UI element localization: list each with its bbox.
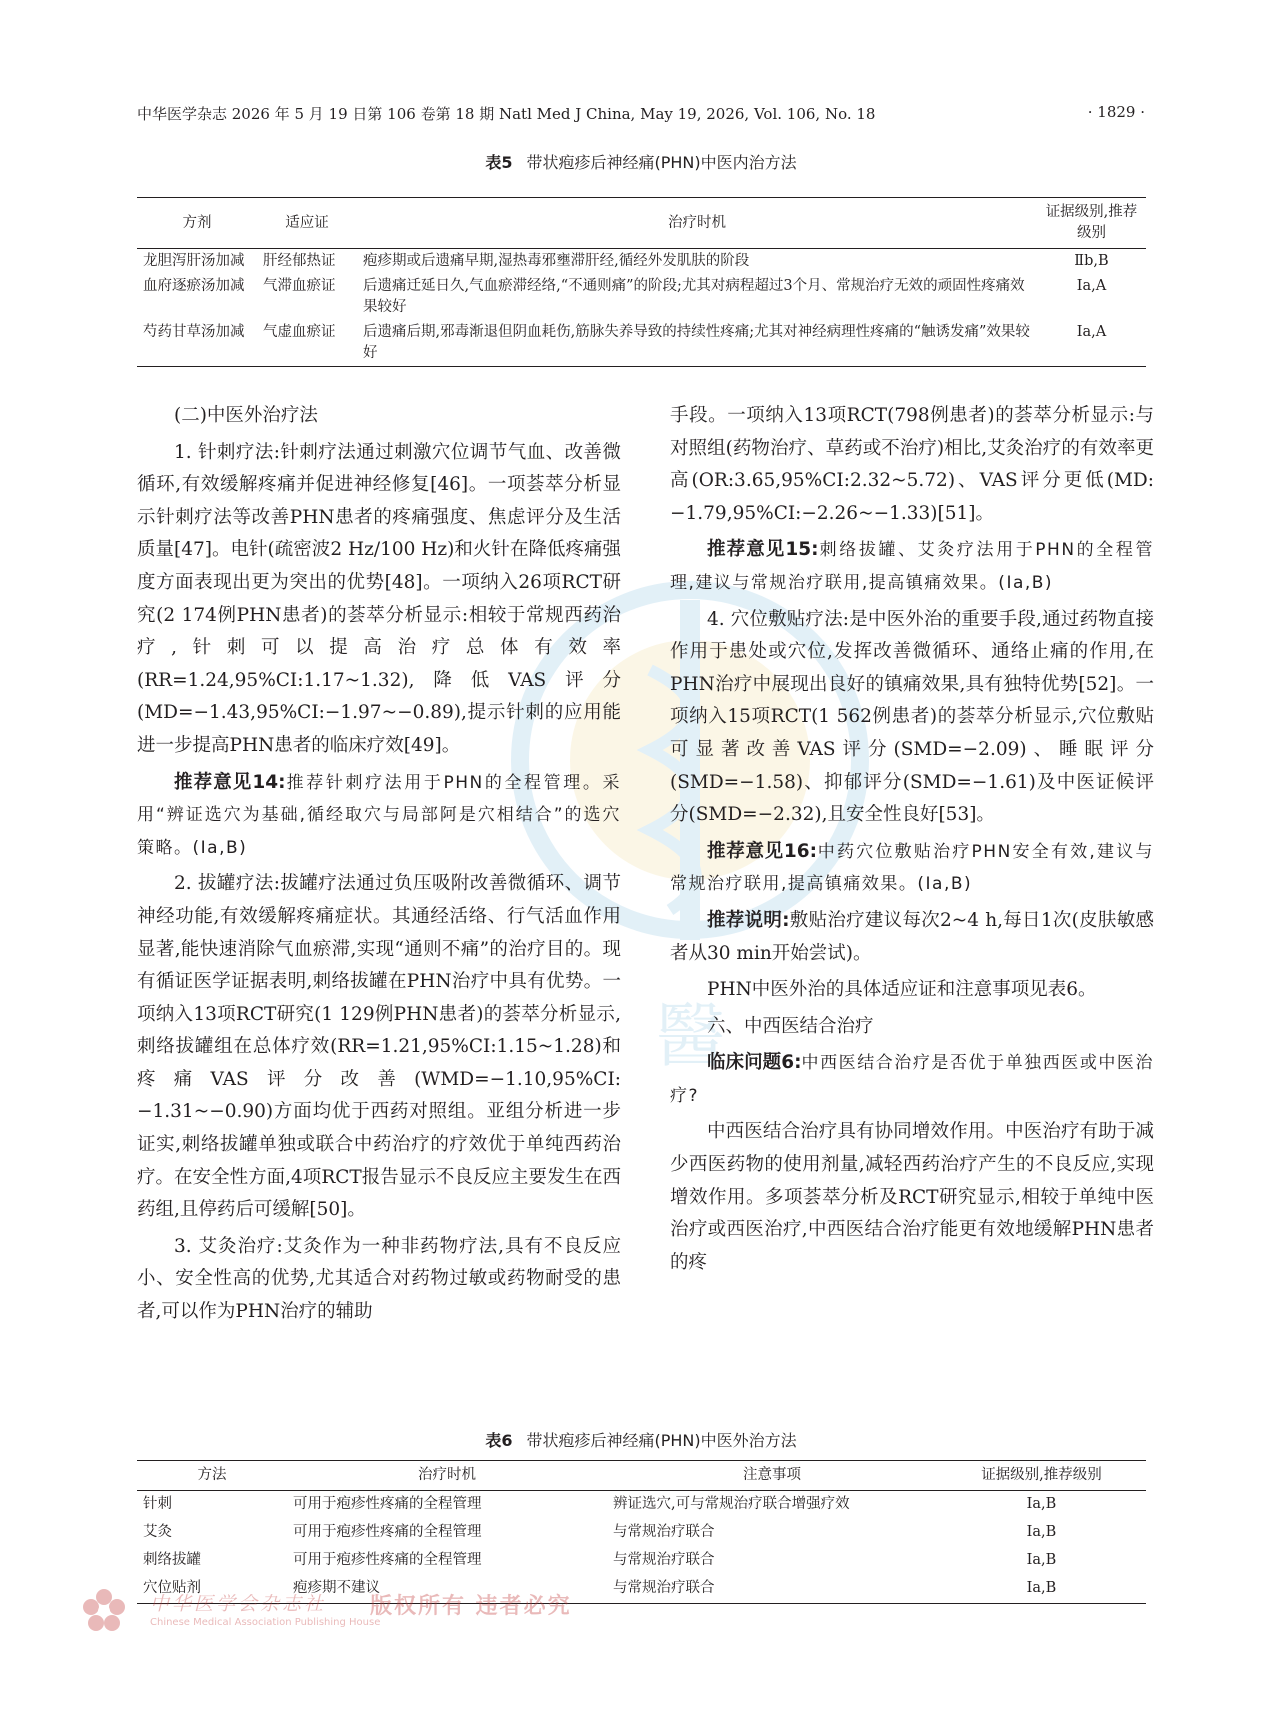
table6-header-row	[137, 1461, 1146, 1491]
table6-header: 注意事项	[743, 1467, 801, 1483]
table-row	[137, 1519, 1146, 1547]
paragraph-integrated: 中西医结合治疗具有协同增效作用。中医治疗有助于减少西医药物的使用剂量,减轻西药治疗产生的不良反应,实现增效作用。多项荟萃分析及RCT研究显示,相较于单纯中医治疗或西医治疗,中西医结合治疗能更有效地缓解PHN患者的疼	[670, 1121, 1154, 1273]
paragraph-acupoint: 4. 穴位敷贴疗法:是中医外治的重要手段,通过药物直接作用于患处或穴位,发挥改善微循环、通络止痛的作用,在PHN治疗中展现出良好的镇痛效果,具有独特优势[52]。一项纳入15项RCT(1 562例患者)的荟萃分析显示,穴位敷贴可显著改善VAS评分(SMD=−2.09)、睡眠评分(SMD=−1.58)、抑郁评分(SMD=−1.61)及中医证候评分(SMD=−2.32),且安全性良好[53]。	[670, 608, 1154, 826]
recommendation-note	[670, 905, 1154, 970]
rec-label: 推荐意见14:	[174, 771, 286, 793]
table-cell: 气虚血瘀证	[263, 324, 336, 340]
table-cell: 与常规治疗联合	[613, 1524, 715, 1540]
table6-title: 带状疱疹后神经痛(PHN)中医外治方法	[526, 1431, 797, 1450]
table5-caption	[137, 150, 1145, 173]
paragraph-see-table6: PHN中医外治的具体适应证和注意事项见表6。	[707, 979, 1097, 1001]
note-label: 推荐说明:	[707, 909, 790, 931]
recommendation-14	[137, 767, 621, 865]
publisher-name: 中华医学会杂志社	[150, 1593, 327, 1615]
table-row	[137, 1547, 1146, 1575]
paragraph-cupping: 2. 拔罐疗法:拔罐疗法通过负压吸附改善微循环、调节神经功能,有效缓解疼痛症状。其通经活络、行气活血作用显著,能快速消除气血瘀滞,实现“通则不痛”的治疗目的。现有循证医学证据表明,刺络拔罐在PHN治疗中具有优势。一项纳入13项RCT研究(1 129例PHN患者)的荟萃分析显示,刺络拔罐组在总体疗效(RR=1.21,95%CI:1.15~1.28)和疼痛VAS评分改善(WMD=−1.10,95%CI:−1.31~−0.90)方面均优于西药对照组。亚组分析进一步证实,刺络拔罐单独或联合中药治疗的疗效优于单纯西药治疗。在安全性方面,4项RCT报告显示不良反应主要发生在西药组,且停药后可缓解[50]。	[137, 873, 621, 1221]
table-cell: Ⅰa,A	[1076, 278, 1107, 294]
table-cell: 疱疹期不建议	[293, 1580, 380, 1596]
right-column	[670, 400, 1154, 1279]
recommendation-16	[670, 836, 1154, 901]
question-label: 临床问题6:	[707, 1052, 802, 1074]
running-header	[137, 103, 1145, 129]
note-text: 敷贴治疗建议每次2~4 h,每日1次(皮肤敏感者从30 min开始尝试)。	[670, 909, 1154, 964]
table-cell: 可用于疱疹性疼痛的全程管理	[293, 1496, 482, 1512]
table5-header: 证据级别,推荐级别	[1045, 204, 1138, 241]
table-cell: 后遗痛迁延日久,气血瘀滞经络,“不通则痛”的阶段;尤其对病程超过3个月、常规治疗无效的顽固性疼痛效果较好	[363, 278, 1025, 315]
table-cell: 穴位贴剂	[143, 1580, 201, 1596]
table-cell: 针刺	[143, 1496, 172, 1512]
question-text: 中西医结合治疗是否优于单独西医或中医治疗?	[670, 1053, 1154, 1106]
table-cell: Ⅱb,B	[1074, 253, 1109, 269]
table6-header: 证据级别,推荐级别	[981, 1467, 1102, 1483]
table-cell: 血府逐瘀汤加减	[143, 278, 245, 294]
paragraph-moxibustion: 3. 艾灸治疗:艾灸作为一种非药物疗法,具有不良反应小、安全性高的优势,尤其适合对药物过敏或药物耐受的患者,可以作为PHN治疗的辅助	[137, 1235, 621, 1323]
table6-header: 治疗时机	[418, 1467, 476, 1483]
table5-header-row	[137, 198, 1146, 249]
recommendation-15	[670, 534, 1154, 599]
page-number: · 1829 ·	[1087, 103, 1145, 121]
publisher-watermark	[80, 1587, 600, 1647]
table-cell: 与常规治疗联合	[613, 1552, 715, 1568]
table-cell: 刺络拔罐	[143, 1552, 201, 1568]
table-cell: 芍药甘草汤加减	[143, 324, 245, 340]
table5-header: 方剂	[182, 214, 212, 231]
publisher-name-en: Chinese Medical Association Publishing House	[150, 1617, 381, 1628]
table-row	[137, 1491, 1146, 1520]
section-heading: (二)中医外治疗法	[174, 405, 318, 426]
table6	[137, 1460, 1146, 1604]
rec-label: 推荐意见15:	[707, 539, 819, 561]
table-cell: 可用于疱疹性疼痛的全程管理	[293, 1552, 482, 1568]
table-cell: 肝经郁热证	[263, 253, 336, 269]
table5-header: 治疗时机	[668, 214, 726, 231]
table6-header: 方法	[197, 1467, 227, 1483]
table-row	[137, 320, 1146, 367]
clinical-question-6	[670, 1047, 1154, 1112]
table5-header: 适应证	[285, 214, 329, 231]
rec-text: 中药穴位敷贴治疗PHN安全有效,建议与常规治疗联用,提高镇痛效果。(Ⅰa,B)	[670, 841, 1154, 895]
table-cell: 龙胆泻肝汤加减	[143, 253, 245, 269]
rec-text: 刺络拔罐、艾灸疗法用于PHN的全程管理,建议与常规治疗联用,提高镇痛效果。(Ⅰa,B)	[670, 540, 1154, 593]
table-cell: 辨证选穴,可与常规治疗联合增强疗效	[613, 1496, 850, 1512]
table-cell: Ⅰa,B	[1026, 1496, 1057, 1512]
svg-text:醫: 醫	[655, 995, 725, 1077]
table-row	[137, 274, 1146, 320]
table-cell: 疱疹期或后遗痛早期,湿热毒邪壅滞肝经,循经外发肌肤的阶段	[363, 253, 750, 269]
left-column	[137, 400, 621, 1329]
flower-logo-icon	[80, 1587, 128, 1635]
rec-label: 推荐意见16:	[707, 840, 818, 862]
table5-label: 表5	[485, 153, 513, 172]
section-heading: 六、中西医结合治疗	[707, 1015, 874, 1037]
table5	[137, 197, 1146, 367]
table6-caption	[137, 1428, 1145, 1451]
table-cell: 艾灸	[143, 1524, 172, 1540]
table-cell: 后遗痛后期,邪毒渐退但阴血耗伤,筋脉失养导致的持续性疼痛;尤其对神经病理性疼痛的“触诱发痛”效果较好	[363, 324, 1030, 361]
table-cell: 可用于疱疹性疼痛的全程管理	[293, 1524, 482, 1540]
table-cell: Ⅰa,B	[1026, 1524, 1057, 1540]
paragraph-moxibustion-cont: 手段。一项纳入13项RCT(798例患者)的荟萃分析显示:与对照组(药物治疗、草药或不治疗)相比,艾灸治疗的有效率更高(OR:3.65,95%CI:2.32~5.72)、VAS评分更低(MD:−1.79,95%CI:−2.26~−1.33)[51]。	[670, 405, 1154, 524]
journal-citation: 中华医学杂志 2026 年 5 月 19 日第 106 卷第 18 期 Natl Med J China, May 19, 2026, Vol. 106, No. 18	[137, 105, 876, 123]
table5-title: 带状疱疹后神经痛(PHN)中医内治方法	[526, 153, 797, 172]
copyright-slogan: 版权所有 违者必究	[370, 1594, 572, 1619]
table-cell: 与常规治疗联合	[613, 1580, 715, 1596]
table6-label: 表6	[485, 1431, 513, 1450]
rec-text: 推荐针刺疗法用于PHN的全程管理。采用“辨证选穴为基础,循经取穴与局部阿是穴相结合”的选穴策略。(Ⅰa,B)	[137, 772, 621, 858]
table-row	[137, 249, 1146, 275]
table-cell: Ⅰa,A	[1076, 324, 1107, 340]
table-cell: 气滞血瘀证	[263, 278, 336, 294]
table-cell: Ⅰa,B	[1026, 1580, 1057, 1596]
table-cell: Ⅰa,B	[1026, 1552, 1057, 1568]
paragraph-acupuncture: 1. 针刺疗法:针刺疗法通过刺激穴位调节气血、改善微循环,有效缓解疼痛并促进神经修复[46]。一项荟萃分析显示针刺疗法等改善PHN患者的疼痛强度、焦虑评分及生活质量[47]。电针(疏密波2 Hz/100 Hz)和火针在降低疼痛强度方面表现出更为突出的优势[48]。一项纳入26项RCT研究(2 174例PHN患者)的荟萃分析显示:相较于常规西药治疗,针刺可以提高治疗总体有效率(RR=1.24,95%CI:1.17~1.32),降低VAS评分(MD=−1.43,95%CI:−1.97~−0.89),提示针刺的应用能进一步提高PHN患者的临床疗效[49]。	[137, 441, 621, 756]
